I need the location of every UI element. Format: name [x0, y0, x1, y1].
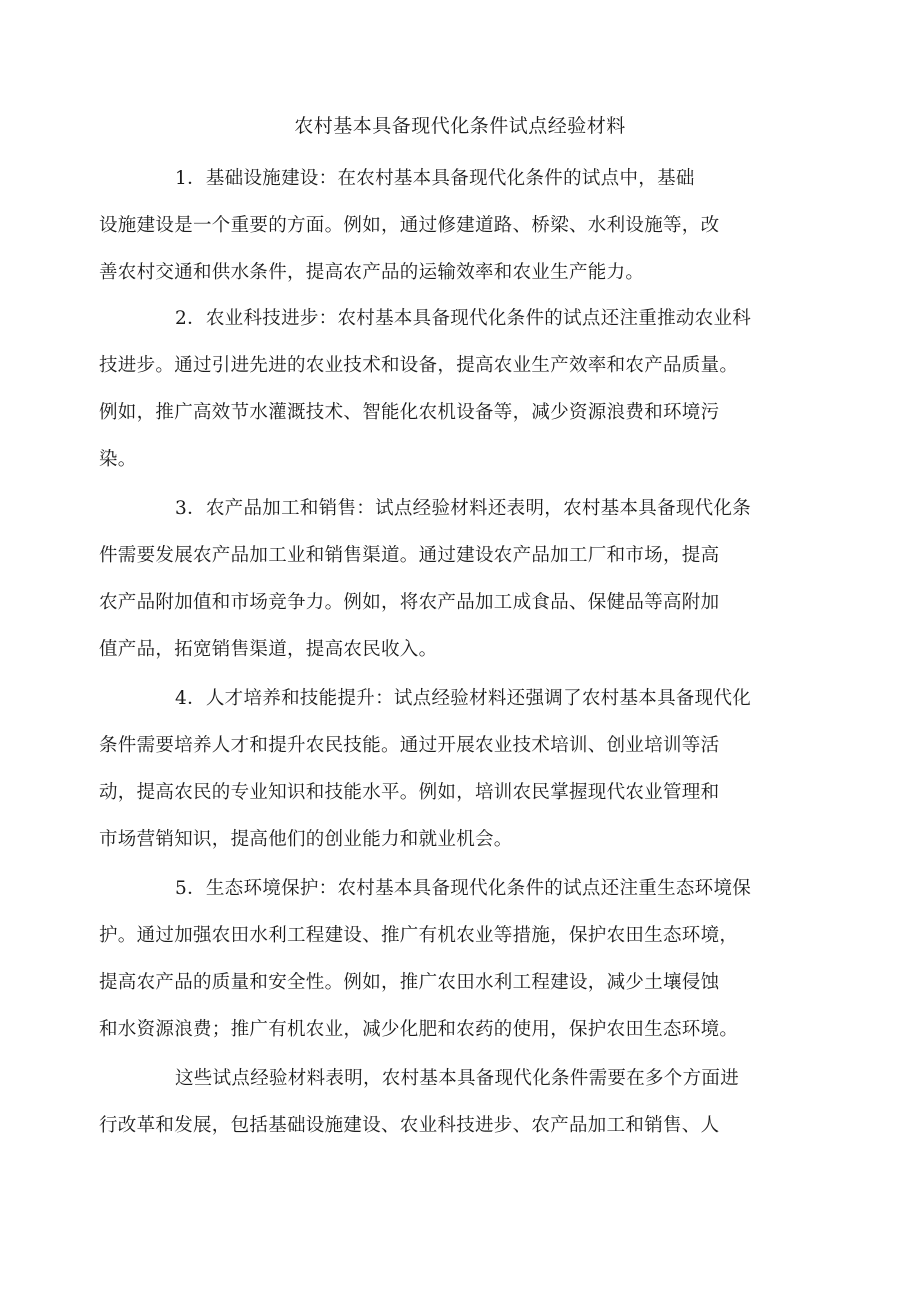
text-line: 5．生态环境保护：农村基本具备现代化条件的试点还注重生态环境保 — [175, 878, 752, 899]
text-line: 动，提高农民的专业知识和技能水平。例如，培训农民掌握现代农业管理和 — [99, 782, 720, 803]
paragraph-processing-sales — [99, 485, 793, 673]
text-line: 善农村交通和供水条件，提高农产品的运输效率和农业生产能力。 — [99, 262, 645, 283]
text-line: 条件需要培养人才和提升农民技能。通过开展农业技术培训、创业培训等活 — [99, 735, 720, 756]
paragraph-infrastructure — [99, 155, 793, 296]
text-line: 设施建设是一个重要的方面。例如，通过修建道路、桥梁、水利设施等，改 — [99, 215, 720, 236]
text-line: 和水资源浪费；推广有机农业，减少化肥和农药的使用，保护农田生态环境。 — [99, 1019, 739, 1040]
text-line: 2．农业科技进步：农村基本具备现代化条件的试点还注重推动农业科 — [175, 308, 752, 329]
text-line: 技进步。通过引进先进的农业技术和设备，提高农业生产效率和农产品质量。 — [99, 355, 739, 376]
text-line: 件需要发展农产品加工业和销售渠道。通过建设农产品加工厂和市场，提高 — [99, 545, 720, 566]
text-line: 行改革和发展，包括基础设施建设、农业科技进步、农产品加工和销售、人 — [99, 1115, 720, 1136]
text-line: 提高农产品的质量和安全性。例如，推广农田水利工程建设，减少土壤侵蚀 — [99, 972, 720, 993]
text-line: 例如，推广高效节水灌溉技术、智能化农机设备等，减少资源浪费和环境污 — [99, 402, 720, 423]
text-line: 护。通过加强农田水利工程建设、推广有机农业等措施，保护农田生态环境， — [99, 925, 739, 946]
text-line: 染。 — [99, 449, 137, 470]
paragraph-agri-tech — [99, 295, 793, 483]
text-line: 市场营销知识，提高他们的创业能力和就业机会。 — [99, 829, 513, 850]
text-line: 农产品附加值和市场竞争力。例如，将农产品加工成食品、保健品等高附加 — [99, 592, 720, 613]
document-title: 农村基本具备现代化条件试点经验材料 — [294, 115, 626, 137]
paragraph-eco-protection — [99, 865, 793, 1053]
text-line: 1．基础设施建设：在农村基本具备现代化条件的试点中，基础 — [175, 168, 695, 189]
text-line: 值产品，拓宽销售渠道，提高农民收入。 — [99, 639, 438, 660]
paragraph-summary — [99, 1055, 793, 1149]
text-line: 这些试点经验材料表明，农村基本具备现代化条件需要在多个方面进 — [175, 1068, 740, 1089]
text-line: 3．农产品加工和销售：试点经验材料还表明，农村基本具备现代化条 — [175, 498, 752, 519]
text-line: 4．人才培养和技能提升：试点经验材料还强调了农村基本具备现代化 — [175, 688, 752, 709]
paragraph-talent-skills — [99, 675, 793, 863]
